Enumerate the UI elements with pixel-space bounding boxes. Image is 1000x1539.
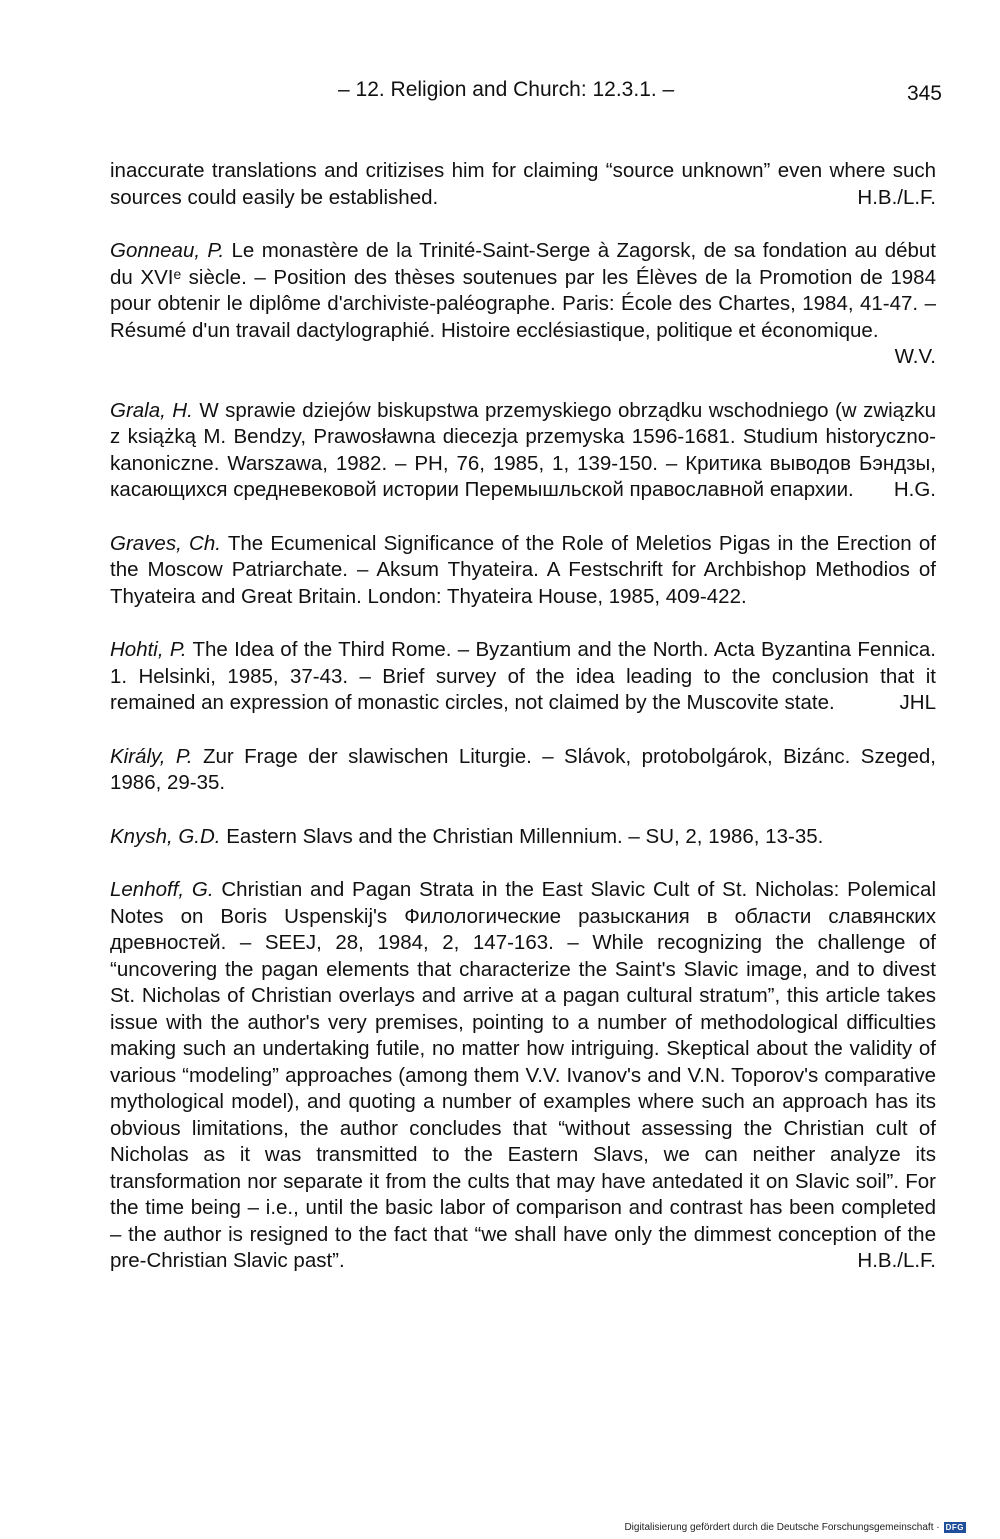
bibliography-entry-gonneau [110,238,936,371]
bibliography-entry-graves [110,531,936,611]
page-number: 345 [906,82,942,105]
reviewer-signature: H.G. [893,478,936,501]
reviewer-signature: JHL [899,691,936,714]
bibliography-entry-lenhoff [110,877,936,1275]
entry-text: Eastern Slavs and the Christian Millennium. – SU, 2, 1986, 13-35. [226,824,824,848]
entry-author: Hohti, P. [110,638,187,661]
entry-author: Graves, Ch. [110,531,221,555]
entry-text: Zur Frage der slawischen Liturgie. – Slávok, protobolgárok, Bizánc. Szeged, 1986, 29-35. [110,744,936,794]
entry-author: Lenhoff, G. [110,878,214,901]
entry-author: Grala, H. [110,398,193,422]
entry-text: The Idea of the Third Rome. – Byzantium and the North. Acta Byzantina Fennica. 1. Helsinki, 1985, 37-43. – Brief survey of the idea leading to the conclusion that it remained an expression of monastic circles, not claimed by the Muscovite state. [110,638,936,714]
entry-author: Knysh, G.D. [110,824,221,848]
running-header [112,76,942,108]
entry-text: inaccurate translations and critizises him for claiming “source unknown” even where such sources could easily be established. [110,159,936,209]
bibliography-entry-continuation [110,158,936,211]
bibliography-entry-kiraly [110,744,936,797]
bibliography-entry-hohti [110,637,936,717]
entry-text: Le monastère de la Trinité-Saint-Serge à Zagorsk, de sa fondation au début du XVIᵉ siècle. – Position des thèses soutenues par les Élèves de la Promotion de 1984 pour obtenir le diplôme d'archiviste-paléographe. Paris: École des Chartes, 1984, 41-47. – Résumé d'un travail dactylographié. Histoire ecclésiastique, politique et économique. [110,239,936,342]
bibliography-entry-grala [110,398,936,504]
entry-author: Király, P. [110,744,193,768]
entry-author: Gonneau, P. [110,239,225,262]
entry-text: Christian and Pagan Strata in the East Slavic Cult of St. Nicholas: Polemical Notes on Boris Uspenskij's Филологические разыскания в области славянских древностей. – SEEJ, 28, 1984, 2, 147-163. – While recognizing the challenge of “uncovering the pagan elements that characterize the Saint's Slavic image, and to divest St. Nicholas of Christian overlays and arrive at a pagan cultural stratum”, this article takes issue with the author's very premises, pointing to a number of methodological difficulties making such an undertaking futile, no matter how intriguing. Skeptical about the validity of various “modeling” approaches (among them V.V. Ivanov's and V.N. Toporov's comparative mythological model), and quoting a number of examples where such an approach has its obvious limitations, the author concludes that “without assessing the Christian cult of Nicholas as it was transmitted to the Eastern Slavs, we can neither analyze its transformation nor separate it from the cults that may have antedated it on Slavic soil”. For the time being – i.e., until the basic labor of comparison and contrast has been completed – the author is resigned to the fact that “we shall have only the dimmest conception of the pre-Christian Slavic past”. [110,878,936,1272]
digitization-footer [624,1522,966,1533]
reviewer-signature: H.B./L.F. [857,185,936,209]
reviewer-signature: H.B./L.F. [857,1249,936,1272]
bibliography-entries [110,158,936,1302]
reviewer-signature: W.V. [894,345,936,368]
dfg-logo-icon: DFG [945,1523,964,1532]
footer-text: Digitalisierung gefördert durch die Deutsche Forschungsgemeinschaft · [624,1522,940,1533]
bibliography-entry-knysh [110,824,936,851]
running-title: – 12. Religion and Church: 12.3.1. – [338,78,675,101]
entry-text: The Ecumenical Significance of the Role of Meletios Pigas in the Erection of the Moscow Patriarchate. – Aksum Thyateira. A Festschrift for Archbishop Methodios of Thyateira and Great Britain. London: Thyateira House, 1985, 409-422. [110,531,936,608]
entry-text: W sprawie dziejów biskupstwa przemyskiego obrządku wschodniego (w związku z książką M. Bendzy, Prawosławna diecezja przemyska 1596-1681. Studium historyczno-kanoniczne. Warszawa, 1982. – PH, 76, 1985, 1, 139-150. – Критика выводов Бэндзы, касающихся средневековой истории Перемышльской православной епархии. [110,398,936,501]
